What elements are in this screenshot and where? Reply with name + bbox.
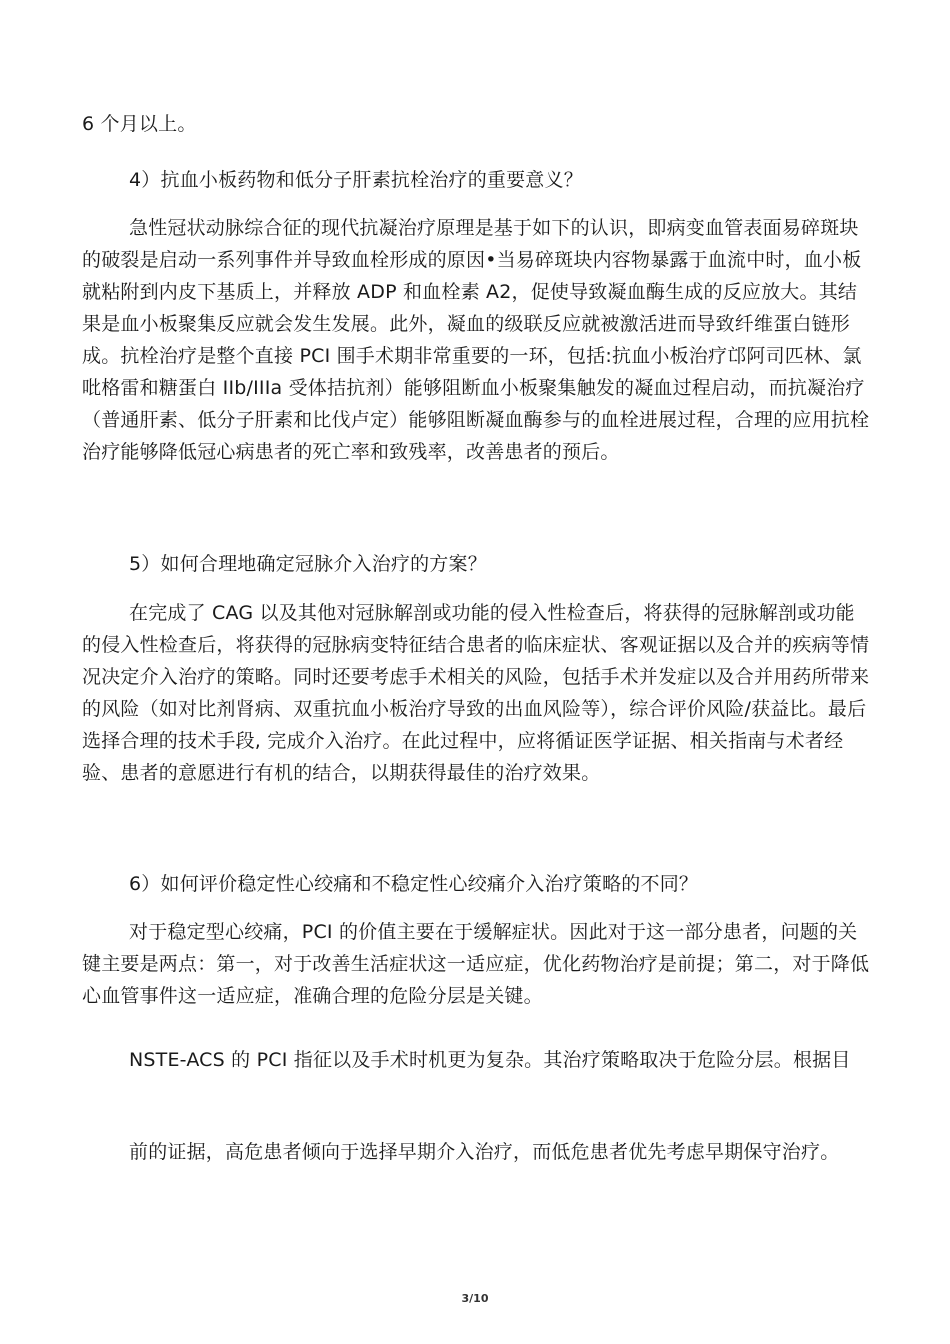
question-5-body: 在完成了 CAG 以及其他对冠脉解剖或功能的侵入性检查后，将获得的冠脉解剖或功能的侵入性检查后，将获得的冠脉病变特征结合患者的临床症状、客观证据以及合并的疾病等情况决定介入治疗的策略。同时还要考虑手术相关的风险，包括手术并发症以及合并用药所带来的风险（如对比剂肾病、双重抗血小板治疗导致的出血风险等），综合评价风险/获益比。最后选择合理的技术手段, 完成介入治疗。在此过程中，应将循证医学证据、相关指南与术者经验、患者的意愿进行有机的结合，以期获得最佳的治疗效果。 — [82, 602, 870, 784]
question-6-body-paragraph-3: 前的证据，高危患者倾向于选择早期介入治疗，而低危患者优先考虑早期保守治疗。 — [129, 1141, 840, 1163]
question-5-heading: 5）如何合理地确定冠脉介入治疗的方案？ — [129, 553, 487, 575]
question-4-body: 急性冠状动脉综合征的现代抗凝治疗原理是基于如下的认识，即病变血管表面易碎斑块的破裂是启动一系列事件并导致血栓形成的原因•当易碎斑块内容物暴露于血流中时，血小板就粘附到内皮下基质上，并释放 ADP 和血栓素 A2，促使导致凝血酶生成的反应放大。其结果是血小板聚集反应就会发生发展。此外，凝血的级联反应就被激活进而导致纤维蛋白链形成。抗栓治疗是整个直接 PCI 围手术期非常重要的一环，包括:抗血小板治疗邙阿司匹林、氯吡格雷和糖蛋白 IIb/IIIa 受体拮抗剂）能够阻断血小板聚集触发的凝血过程启动，而抗凝治疗（普通肝素、低分子肝素和比伐卢定）能够阻断凝血酶参与的血栓进展过程，合理的应用抗栓治疗能够降低冠心病患者的死亡率和致残率，改善患者的预后。 — [82, 217, 870, 463]
question-6-heading: 6）如何评价稳定性心绞痛和不稳定性心绞痛介入治疗策略的不同？ — [129, 873, 699, 895]
question-6-body-paragraph-1: 对于稳定型心绞痛，PCI 的价值主要在于缓解症状。因此对于这一部分患者，问题的关键主要是两点：第一，对于改善生活症状这一适应症，优化药物治疗是前提；第二，对于降低心血管事件这一适应症，准确合理的危险分层是关键。 — [82, 921, 870, 1007]
question-4-heading: 4）抗血小板药物和低分子肝素抗栓治疗的重要意义？ — [129, 169, 583, 191]
question-6-body-paragraph-2: NSTE-ACS 的 PCI 指征以及手术时机更为复杂。其治疗策略取决于危险分层。根据目 — [129, 1049, 851, 1071]
page-number: 3/10 — [461, 1292, 489, 1305]
continuation-text: 6 个月以上。 — [82, 113, 197, 135]
